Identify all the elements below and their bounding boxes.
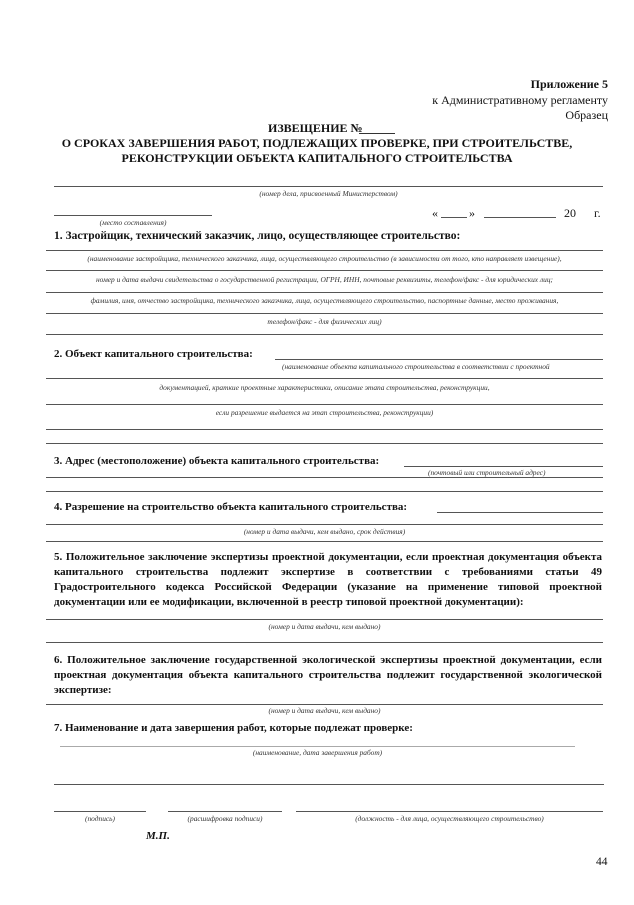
section-3-field-3[interactable] <box>46 491 603 492</box>
section-1-field-5[interactable] <box>46 334 603 335</box>
case-number-caption: (номер дела, присвоенный Министерством) <box>259 189 398 198</box>
section-1-caption-2: номер и дата выдачи свидетельства о государственной регистрации, ОГРН, ИНН, почтовые реквизиты, телефон/факс - для юридических лиц; <box>95 275 553 284</box>
section-4-field-3[interactable] <box>46 541 603 542</box>
sample-label: Образец <box>565 108 608 122</box>
date-year-suffix: г. <box>594 206 601 220</box>
section-7-field-2[interactable] <box>54 784 604 785</box>
section-2-caption-1: (наименование объекта капитального строительства в соответствии с проектной <box>282 362 550 371</box>
title-line-2: О СРОКАХ ЗАВЕРШЕНИЯ РАБОТ, ПОДЛЕЖАЩИХ ПРОВЕРКЕ, ПРИ СТРОИТЕЛЬСТВЕ, <box>61 136 573 150</box>
position-caption: (должность - для лица, осуществляющего строительство) <box>355 814 544 823</box>
section-1-field-3[interactable] <box>46 292 603 293</box>
section-7-field-1[interactable] <box>60 746 575 747</box>
section-2-heading: 2. Объект капитального строительства: <box>54 348 253 360</box>
section-2-caption-2: документацией, краткие проектные характеристики, описание этапа строительства, реконструкции, <box>159 383 490 392</box>
section-4-caption-1: (номер и дата выдачи, кем выдано, срок действия) <box>243 527 406 536</box>
section-3-field-1[interactable] <box>404 466 603 467</box>
section-1-caption-4: телефон/факс - для физических лиц) <box>267 317 382 326</box>
case-number-field[interactable] <box>54 186 603 187</box>
section-4-heading: 4. Разрешение на строительство объекта капитального строительства: <box>54 501 408 513</box>
signature-decode-caption: (расшифровка подписи) <box>187 814 263 823</box>
section-5-field-1[interactable] <box>46 619 603 620</box>
regulation-label: к Административному регламенту <box>432 93 608 107</box>
place-field[interactable] <box>54 215 212 216</box>
position-field[interactable] <box>296 811 603 812</box>
section-4-field-1[interactable] <box>437 512 603 513</box>
signature-field[interactable] <box>54 811 146 812</box>
appendix-label: Приложение 5 <box>530 77 608 91</box>
section-1-field-1[interactable] <box>46 250 603 251</box>
section-6-text: 6. Положительное заключение государственной экологической экспертизы проектной документации, если проектная документация объекта капитального строительства подлежит государственной экологической экспертизе: <box>54 654 602 696</box>
notice-number-field[interactable] <box>359 133 395 134</box>
section-2-field-4[interactable] <box>46 429 603 430</box>
section-3-heading: 3. Адрес (местоположение) объекта капитального строительства: <box>54 455 380 467</box>
section-6-caption-1: (номер и дата выдачи, кем выдано) <box>268 706 381 715</box>
section-5-caption-1: (номер и дата выдачи, кем выдано) <box>268 622 381 631</box>
page-number: 44 <box>596 856 608 868</box>
section-1-caption-3: фамилия, имя, отчество застройщика, технического заказчика, лица, осуществляющего строительство, паспортные данные, место проживания, <box>90 296 559 305</box>
title-line-3: РЕКОНСТРУКЦИИ ОБЪЕКТА КАПИТАЛЬНОГО СТРОИТЕЛЬСТВА <box>121 151 513 165</box>
place-caption: (место составления) <box>99 218 167 227</box>
section-1-field-4[interactable] <box>46 313 603 314</box>
date-open-quote: « <box>432 206 438 220</box>
section-2-field-2[interactable] <box>46 378 603 379</box>
date-close-quote: » <box>469 206 475 220</box>
section-2-field-1[interactable] <box>275 359 603 360</box>
section-2-caption-3: если разрешение выдается на этап строительства, реконструкции) <box>215 408 434 417</box>
section-2-field-3[interactable] <box>46 404 603 405</box>
section-1-heading: 1. Застройщик, технический заказчик, лицо, осуществляющее строительство: <box>54 230 461 242</box>
title-line-1: ИЗВЕЩЕНИЕ № <box>268 121 363 135</box>
date-month-field[interactable] <box>484 217 556 218</box>
signature-decode-field[interactable] <box>168 811 282 812</box>
stamp-place-label: М.П. <box>146 830 170 842</box>
section-5-text: 5. Положительное заключение экспертизы проектной документации, если проектная документация объекта капитального строительства подлежит экспертизе в соответствии с требованиями статьи 49 Градостроительного кодекса Российской Федерации (указание на применение типовой проектной документации или ее модификации, включенной в реестр типовой проектной документации): <box>54 551 602 608</box>
section-6-field-1[interactable] <box>46 704 603 705</box>
date-day-field[interactable] <box>441 217 467 218</box>
signature-caption: (подпись) <box>85 814 115 823</box>
section-2-field-5[interactable] <box>46 443 603 444</box>
date-year: 20 <box>564 206 576 220</box>
section-7-heading: 7. Наименование и дата завершения работ, которые подлежат проверке: <box>54 722 413 734</box>
section-7-caption-1: (наименование, дата завершения работ) <box>252 748 383 757</box>
section-4-field-2[interactable] <box>46 524 603 525</box>
section-3-field-2[interactable] <box>46 477 603 478</box>
section-1-field-2[interactable] <box>46 270 603 271</box>
section-1-caption-1: (наименование застройщика, технического заказчика, лица, осуществляющего строительство (в зависимости от того, кто направляет извещение), <box>87 254 562 263</box>
section-5-field-2[interactable] <box>46 642 603 643</box>
section-3-caption-1: (почтовый или строительный адрес) <box>428 468 546 477</box>
